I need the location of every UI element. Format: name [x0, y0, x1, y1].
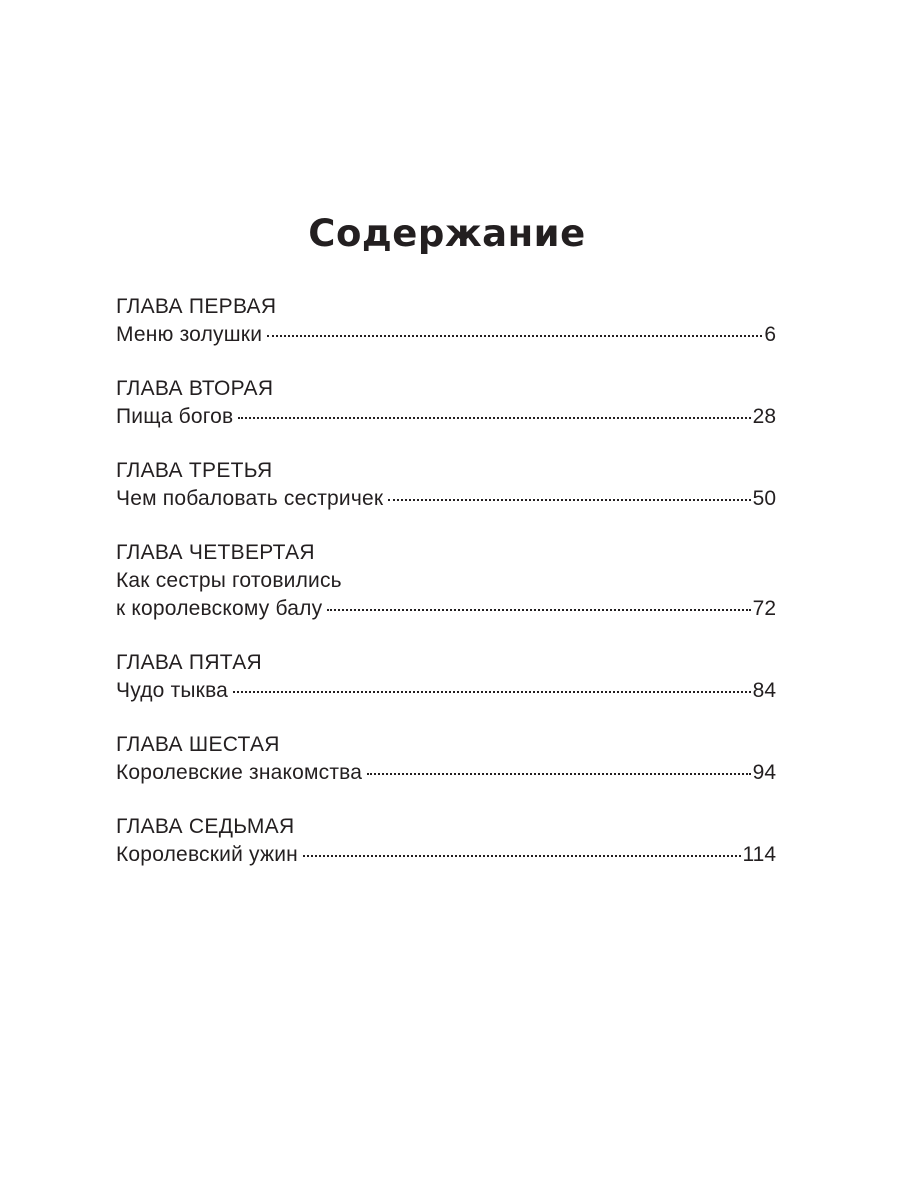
dot-leader — [367, 773, 750, 775]
dot-leader — [238, 417, 750, 419]
chapter-heading: ГЛАВА ВТОРАЯ — [116, 377, 274, 400]
chapter-title-line-1: Как сестры готовились — [116, 569, 342, 592]
dot-leader — [303, 855, 741, 857]
toc-chapter-4 — [116, 539, 776, 623]
chapter-title-line-2: к королевскому балу — [116, 597, 323, 620]
toc-chapter-2 — [116, 375, 776, 431]
toc-entry[interactable] — [116, 595, 776, 623]
page-number: 28 — [752, 405, 776, 428]
chapter-title: Чудо тыква — [116, 679, 229, 702]
dot-leader — [388, 499, 750, 501]
toc-entry[interactable] — [116, 403, 776, 431]
toc-chapter-5 — [116, 649, 776, 705]
chapter-heading: ГЛАВА ЧЕТВЕРТАЯ — [116, 541, 315, 564]
chapter-heading: ГЛАВА СЕДЬМАЯ — [116, 815, 295, 838]
page-title: Содержание — [308, 212, 586, 255]
dot-leader — [267, 335, 762, 337]
toc-chapter-7 — [116, 813, 776, 869]
page-number: 72 — [752, 597, 776, 620]
toc-entry[interactable] — [116, 841, 776, 869]
toc-chapter-6 — [116, 731, 776, 787]
page-number: 114 — [742, 843, 776, 866]
page-number: 84 — [752, 679, 776, 702]
chapter-title: Меню золушки — [116, 323, 263, 346]
toc-entry[interactable] — [116, 321, 776, 349]
page-number: 6 — [764, 323, 776, 346]
chapter-title: Чем побаловать сестричек — [116, 487, 384, 510]
toc-chapter-1 — [116, 293, 776, 349]
page-number: 50 — [752, 487, 776, 510]
chapter-title: Королевские знакомства — [116, 761, 363, 784]
chapter-heading: ГЛАВА ТРЕТЬЯ — [116, 459, 273, 482]
dot-leader — [233, 691, 751, 693]
dot-leader — [327, 609, 750, 611]
chapter-heading: ГЛАВА ШЕСТАЯ — [116, 733, 280, 756]
toc-entry[interactable] — [116, 485, 776, 513]
page-number: 94 — [752, 761, 776, 784]
toc-entry[interactable] — [116, 677, 776, 705]
toc-entry[interactable] — [116, 759, 776, 787]
chapter-heading: ГЛАВА ПЕРВАЯ — [116, 295, 277, 318]
chapter-heading: ГЛАВА ПЯТАЯ — [116, 651, 262, 674]
chapter-title: Королевский ужин — [116, 843, 298, 866]
toc-chapter-3 — [116, 457, 776, 513]
table-of-contents — [116, 293, 776, 895]
toc-entry-line-1[interactable] — [116, 567, 776, 595]
chapter-title: Пища богов — [116, 405, 234, 428]
